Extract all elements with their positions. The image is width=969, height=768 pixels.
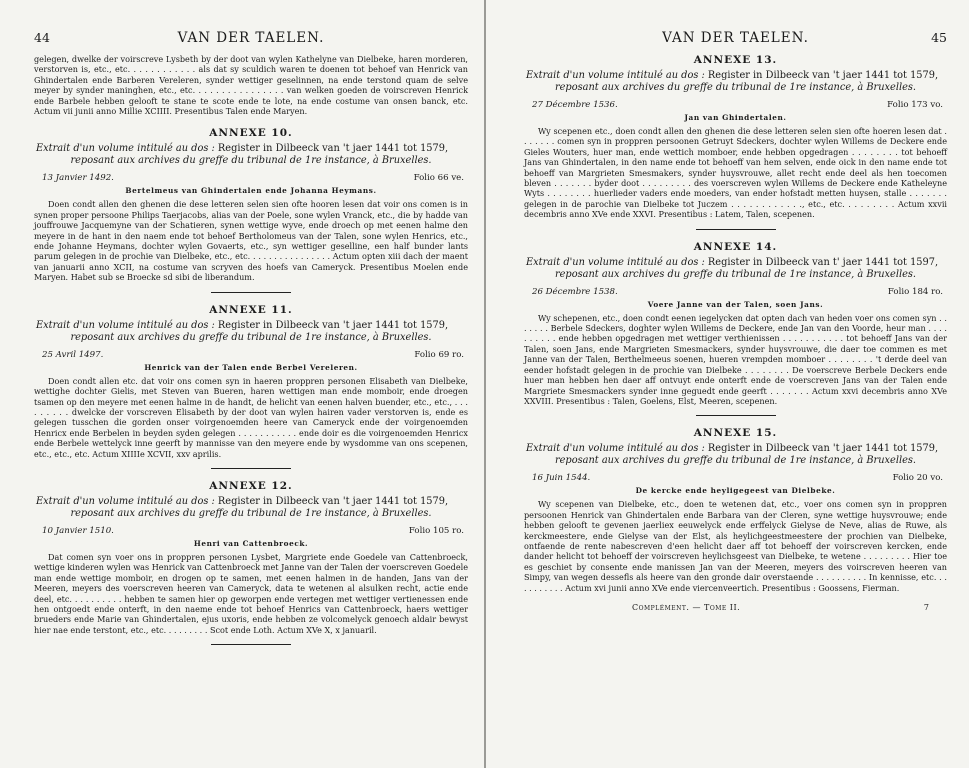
register-title: Register in Dilbeeck van 't jaer 1441 tot 1579, <box>707 70 939 81</box>
annexe-heading: ANNEXE 12. <box>209 479 293 492</box>
annexe-persons: Voere Janne van der Talen, soen Jans. <box>647 299 824 309</box>
extrait-line-2: reposant aux archives du greffe du tribunal de 1re instance, à Bruxelles. <box>554 82 917 93</box>
section-rule <box>696 415 776 416</box>
annexe-heading: ANNEXE 10. <box>209 127 293 140</box>
annexe-persons: Jan van Ghindertalen. <box>684 113 787 122</box>
extrait-line-1 <box>36 143 468 155</box>
annexe-date: 13 Janvier 1492. <box>42 173 114 184</box>
extrait-line-1 <box>526 257 947 269</box>
extrait-lead: Extrait d'un volume intitulé au dos : <box>526 256 705 268</box>
annexe-14 <box>524 241 947 417</box>
annexe-folio: Folio 69 ro. <box>414 349 464 360</box>
annexe-date: 16 Juin 1544. <box>532 473 591 484</box>
annexe-15 <box>524 427 947 593</box>
annexe-body: Doen condt allen etc. dat voir ons comen syn in haeren proppren personen Elisabeth van Dielbeke, wettighe dochter Gielis, met Steven van Bueren, haren wettigen man ende momboir, ende droegen tsamen op den meyere met eenen halme in de handt, de helicht van eenen halven buender, etc., etc., . . . . . . . . . dwelcke der vorscreven Elisabeth by der doot van wylen hairen vader verstorven is, ende es gelegen tusschen die gorden onser voirgenoemden heere van Cameryck ende der voirgenoemden Henricx ende Berbelen in beyden syden gelegen . . . . . . . . . . . ende doir es die voirgenoemden Henricx ende Berbele wettelyck inne geerft by mannisse van den meyere ende by wysdomme van ons scepenen, etc., etc., etc. Actum XIIIIe XCVII, xxv aprilis. <box>34 375 468 459</box>
signature-mark: 7 <box>923 602 929 612</box>
annexe-date: 26 Décembre 1538. <box>532 286 618 297</box>
right-page <box>484 0 969 768</box>
extrait-lead: Extrait d'un volume intitulé au dos : <box>36 319 215 331</box>
annexe-persons: Henrick van der Talen ende Berbel Vereleren. <box>144 362 358 372</box>
annexe-body: Wy scepenen etc., doen condt allen den ghenen die dese letteren selen sien ofte hoeren lesen dat . . . . . . . comen syn in proppren persoonen Getruyt Sdeckers, dochter wylen Willems de Deckere ende Gieles Wouters, huer man, ende wettich momboer, ende hebben opgedragen . . . . . . . . tot behoeff Jans van Ghindertalen, in den name ende tot behoeff van hem selven, ende oick in den name ende tot behoeff van Margrieten Smesmakers, synder huysvrouwe, allet recht ende deel als hen toecomen bleven . . . . . . . byder doot . . . . . . . . . des voerscreven wylen Willems de Deckere ende Katheleyne Wyts . . . . . . . . huerlieder vaders ende moeders, van ender hofstadt metten huysen, stalle . . . . . . . gelegen in de parochie van Dielbeke tot Juczem . . . . . . . . . . . ., etc., etc. . . . . . . . . Actum xxvii decembris anno XVe ende XXVI. Presentibus : Latem, Talen, scepenen. <box>524 126 947 220</box>
extrait-lead: Extrait d'un volume intitulé au dos : <box>36 143 215 155</box>
annexe-body: Wy schepenen, etc., doen condt eenen iegelycken dat opten dach van heden voer ons comen syn . . . . . . . Berbele Sdeckers, doghter wylen Willems de Deckere, ende Jan van den Voorde, heur man . . . . . . . . . . ende hebben opgedragen met wettiger verthienissen . . . . . . . . . . . tot behoeff Jans van der Talen, soen Jans, ende Margrieten Smesmackers, synder huysvrouwe, die daer toe commen es met Janne van der Talen, Berthelmeeus soenen, hueren vrempden momboer . . . . . . . . 't derde deel van eender hofstadt gelegen in de prochie van Dielbeke . . . . . . . . De voerscreve Berbele Deckers ende huer man hebben hen daer aff ontvuyt ende onterft ende de voerscreven Jans van der Talen ende Margriete Smesmackers synder inne geguedt ende geerft . . . . . . . Actum xxvi decembris anno XVe XXVIII. Presentibus : Talen, Goelens, Elst, Meeren, scepenen. <box>524 312 947 406</box>
section-rule <box>696 229 776 230</box>
annexe-date: 25 Avril 1497. <box>42 349 104 360</box>
register-title: Register in Dilbeeck van 't jaer 1441 tot 1579, <box>217 143 449 155</box>
extrait-line-2: reposant aux archives du greffe du tribunal de 1re instance, à Bruxelles. <box>554 455 917 467</box>
left-running-head <box>34 30 468 46</box>
annexe-body: Dat comen syn voer ons in proppren personen Lysbet, Margriete ende Goedele van Cattenbroeck, wettige kinderen wylen was Henrick van Cattenbroeck met Janne van der Talen der voerscreven Goedele man ende wettige momboir, en drogen op te samen, met eenen halmen in de handen, Jans van der Meeren, meyers des voerscreven heeren van Cameryck, data te wetenen al alsulken recht, actie ende deel, etc. . . . . . . . . . hebben te samen hier op geworpen ende vertegen met wettiger vertienessen ende hen ontgoedt ende onterft, in den naeme ende tot behoef Henrics van Cattenbroeck, haers wettiger brueders ende Marie van Ghindertalen, ejus uxoris, ende hebben ze volcomelyck genoech aldair bewyst hier nae ende terstont, etc., etc. . . . . . . . . Scot ende Loth. Actum XVe X, x januaril. <box>34 551 468 635</box>
annexe-heading: ANNEXE 14. <box>693 240 778 253</box>
left-opening-text: gelegen, dwelke der voirscreve Lysbeth by der doot van wylen Kathelyne van Dielbeke, haren morderen, verstorven is, etc., etc. . . . . . . . . . . . als dat sy sculdich waren te doenen tot behoef van Henrick van Ghindertalen ende Barberen Vereleren, synder wettiger geselinnen, na ende terstond quam de selve meyer by synder maninghen, etc., etc. . . . . . . . . . . . . . . . van welken goeden de voirscreven Henrick ende Barbele hebben gelooft te stane te scote ende te lote, na ende costume van onsen banck, etc. Actum vii junii anno Millie XCIIII. Presentibus Talen ende Maryen. <box>34 54 468 117</box>
register-title: Register in Dilbeeck van 't jaer 1441 tot 1579, <box>707 443 939 455</box>
left-running-title: VAN DER TAELEN. <box>177 30 325 46</box>
extrait-line-1 <box>526 70 947 82</box>
annexe-folio: Folio 66 ve. <box>413 173 464 184</box>
annexe-folio: Folio 184 ro. <box>887 286 943 297</box>
annexe-date: 27 Décembre 1536. <box>532 100 618 110</box>
extrait-line-2: reposant aux archives du greffe du tribunal de 1re instance, à Bruxelles. <box>70 507 432 519</box>
register-title: Register in Dilbeeck van t' jaer 1441 tot 1597, <box>707 256 939 268</box>
annexe-persons: Bertelmeus van Ghindertalen ende Johanna Heymans. <box>125 186 377 196</box>
annexe-date: 10 Janvier 1510. <box>42 525 114 536</box>
extrait-line-1 <box>526 443 947 455</box>
right-page-number: 45 <box>931 30 947 45</box>
right-running-title: VAN DER TAELEN. <box>662 30 809 46</box>
annexe-heading: ANNEXE 11. <box>209 303 293 316</box>
annexe-folio: Folio 173 vo. <box>887 100 943 110</box>
annexe-body: Doen condt allen den ghenen die dese letteren selen sien ofte hooren lesen dat voir ons comen is in synen proper persoone Philips Taerjacobs, alias van der Poele, sone wylen Vranck, etc., die by hadde van jouffrouwe Jacquemyne van der Schatieren, synen wettige wyve, ende droech op met eenen halme den meyere in de hant in den naem ende tot behoef Bertholomeus van der Talen, sone wylen Henrics, etc., ende Johanne Heymans, dochter wylen Govaerts, etc., syn wettiger geselline, een half bunder lants parum gelegen in de prochie van Dielbeke, etc., etc. . . . . . . . . . . . . . . . Actum opten xiii dach der maent van januarii anno XCII, na costume van scryven des hoefs van Cameryck. Presentibus Moelen ende Maryen. Habet sub se Broecke sd sibi de liberandum. <box>34 199 468 283</box>
right-running-head <box>524 30 947 46</box>
register-title: Register in Dilbeeck van 't jaer 1441 tot 1579, <box>217 495 449 507</box>
annexe-folio: Folio 20 vo. <box>892 473 943 484</box>
section-rule <box>211 468 291 469</box>
left-page-number: 44 <box>34 30 50 45</box>
annexe-persons: De kercke ende heyligegeest van Dielbeke. <box>635 486 836 496</box>
extrait-line-2: reposant aux archives du greffe du tribunal de 1re instance, à Bruxelles. <box>554 268 917 280</box>
section-rule <box>211 644 291 645</box>
footer-label: Complément. — Tome II. <box>632 602 741 612</box>
annexe-body: Wy scepenen van Dielbeke, etc., doen te wetenen dat, etc., voer ons comen syn in proppren persoonen Henrick van Ghindertalen ende Barbara van der Cleren, syne wettige huysvrouwe; ende hebben gelooft te gevenen jaerliex eeuwelyck ende erffelyck Gielyse de Neve, alias de Ruwe, als kerckmeestere, ende Gielyse van der Elst, als heylichgeestmeestere der prochien van Dielbeke, ontfaende de rente nabescreven d'een helicht daer aff tot behoeff der voirscreven kercken, ende dander helicht tot behoeff der voirscreven heylichsgeest van Dielbeke, te wetene . . . . . . . . . Hier toe es geschiet by consente ende manissen Jan van der Meeren, meyers des voirscreven heeren van Simpy, van wegen dessefls als heere van den gronde dair overstaende . . . . . . . . . . In kennisse, etc. . . . . . . . . . . Actum xvi junii anno XVe ende viercenveertich. Presentibus : Goossens, Fierman. <box>524 499 947 593</box>
extrait-lead: Extrait d'un volume intitulé au dos : <box>36 495 215 507</box>
extrait-line-1 <box>36 496 468 508</box>
annexe-11 <box>34 304 468 469</box>
date-folio-line <box>42 173 464 183</box>
date-folio-line <box>532 287 943 297</box>
extrait-lead: Extrait d'un volume intitulé au dos : <box>526 443 705 455</box>
extrait-line-1 <box>36 320 468 332</box>
annexe-10 <box>34 127 468 292</box>
register-title: Register in Dilbeeck van 't jaer 1441 tot 1579, <box>217 319 449 331</box>
annexe-heading: ANNEXE 15. <box>693 427 778 440</box>
date-folio-line <box>42 526 464 536</box>
left-page <box>0 0 484 768</box>
annexe-folio: Folio 105 ro. <box>408 525 464 536</box>
page-footer <box>632 603 929 612</box>
date-folio-line <box>532 100 943 110</box>
extrait-line-2: reposant aux archives du greffe du tribunal de 1re instance, à Bruxelles. <box>70 331 432 343</box>
date-folio-line <box>532 473 943 483</box>
section-rule <box>211 292 291 293</box>
annexe-12 <box>34 480 468 645</box>
annexe-13 <box>524 54 947 230</box>
date-folio-line <box>42 350 464 360</box>
extrait-lead: Extrait d'un volume intitulé au dos : <box>526 70 705 81</box>
annexe-persons: Henri van Cattenbroeck. <box>193 538 309 548</box>
extrait-line-2: reposant aux archives du greffe du tribunal de 1re instance, à Bruxelles. <box>70 155 432 167</box>
annexe-heading: ANNEXE 13. <box>693 54 778 66</box>
